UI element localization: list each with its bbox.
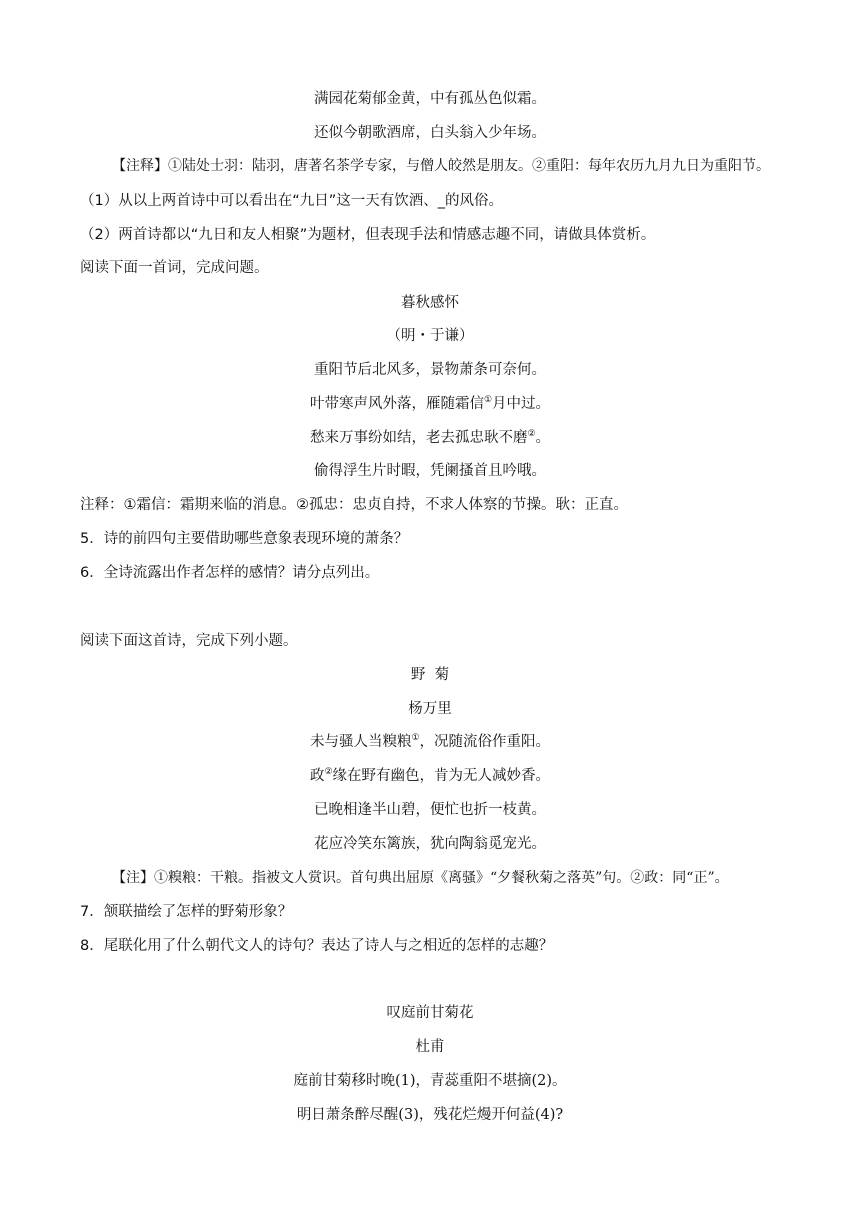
annotation-note: 注释：①霜信：霜期来临的消息。②孤忠：忠贞自持，不求人体察的节操。耿：正直。	[80, 497, 628, 513]
poem-line: 未与骚人当糗粮①，况随流俗作重阳。	[309, 733, 551, 750]
section-intro: 阅读下面这首诗，完成下列小题。	[80, 633, 298, 649]
question-5: 5．诗的前四句主要借助哪些意象表现环境的萧条？	[80, 531, 409, 547]
annotation-note: 【注释】①陆处士羽：陆羽，唐著名茶学专家，与僧人皎然是朋友。②重阳：每年农历九月九日为重阳节。	[112, 158, 770, 174]
footnote-marker: ②	[527, 429, 536, 440]
footnote-marker: ②	[324, 767, 333, 778]
poem-title: 叹庭前甘菊花	[386, 1005, 474, 1021]
poem-line: 愁来万事纷如结，老去孤忠耿不磨②。	[309, 429, 551, 446]
poem-line: 还似今朝歌酒席，白头翁入少年场。	[314, 125, 546, 141]
poem-author: 杜甫	[415, 1039, 445, 1055]
question-2: （2）两首诗都以“九日和友人相聚”为题材，但表现手法和情感志趣不同，请做具体赏析。	[80, 227, 656, 243]
question-6: 6．全诗流露出作者怎样的感情？请分点列出。	[80, 565, 380, 581]
poem-line: 偷得浮生片时暇，凭阑搔首且吟哦。	[314, 463, 546, 479]
poem-title: 野 菊	[410, 667, 450, 683]
poem-line: 重阳节后北风多，景物萧条可奈何。	[314, 362, 546, 378]
footnote-marker: ①	[483, 395, 493, 406]
poem-line: 明日萧条醉尽醒(3)，残花烂熳开何益(4)?	[296, 1107, 564, 1123]
question-8: 8．尾联化用了什么朝代文人的诗句？表达了诗人与之相近的怎样的志趣？	[80, 938, 554, 954]
poem-title: 暮秋感怀	[401, 295, 459, 311]
section-intro: 阅读下面一首词，完成问题。	[80, 260, 269, 276]
poem-line: 庭前甘菊移时晚(1)，青蕊重阳不堪摘(2)。	[293, 1073, 567, 1089]
poem-author: 杨万里	[408, 701, 452, 717]
poem-line: 政②缘在野有幽色，肯为无人减妙香。	[309, 767, 551, 784]
annotation-note: 【注】①糗粮：干粮。指被文人赏识。首句典出屈原《离骚》“夕餐秋菊之落英”句。②政：同“正”。	[112, 870, 729, 886]
question-1: （1）从以上两首诗中可以看出在“九日”这一天有饮酒、_的风俗。	[80, 193, 503, 209]
poem-line: 已晚相逢半山碧，便忙也折一枝黄。	[314, 802, 546, 818]
question-7: 7．颔联描绘了怎样的野菊形象？	[80, 904, 293, 920]
poem-line: 满园花菊郁金黄，中有孤丛色似霜。	[314, 91, 546, 107]
poem-line: 叶带寒声风外落，雁随霜信①月中过。	[309, 395, 551, 412]
footnote-marker: ①	[411, 733, 420, 744]
poem-author: （明・于谦）	[386, 328, 474, 344]
poem-line: 花应冷笑东篱族，犹向陶翁觅宠光。	[314, 836, 546, 852]
